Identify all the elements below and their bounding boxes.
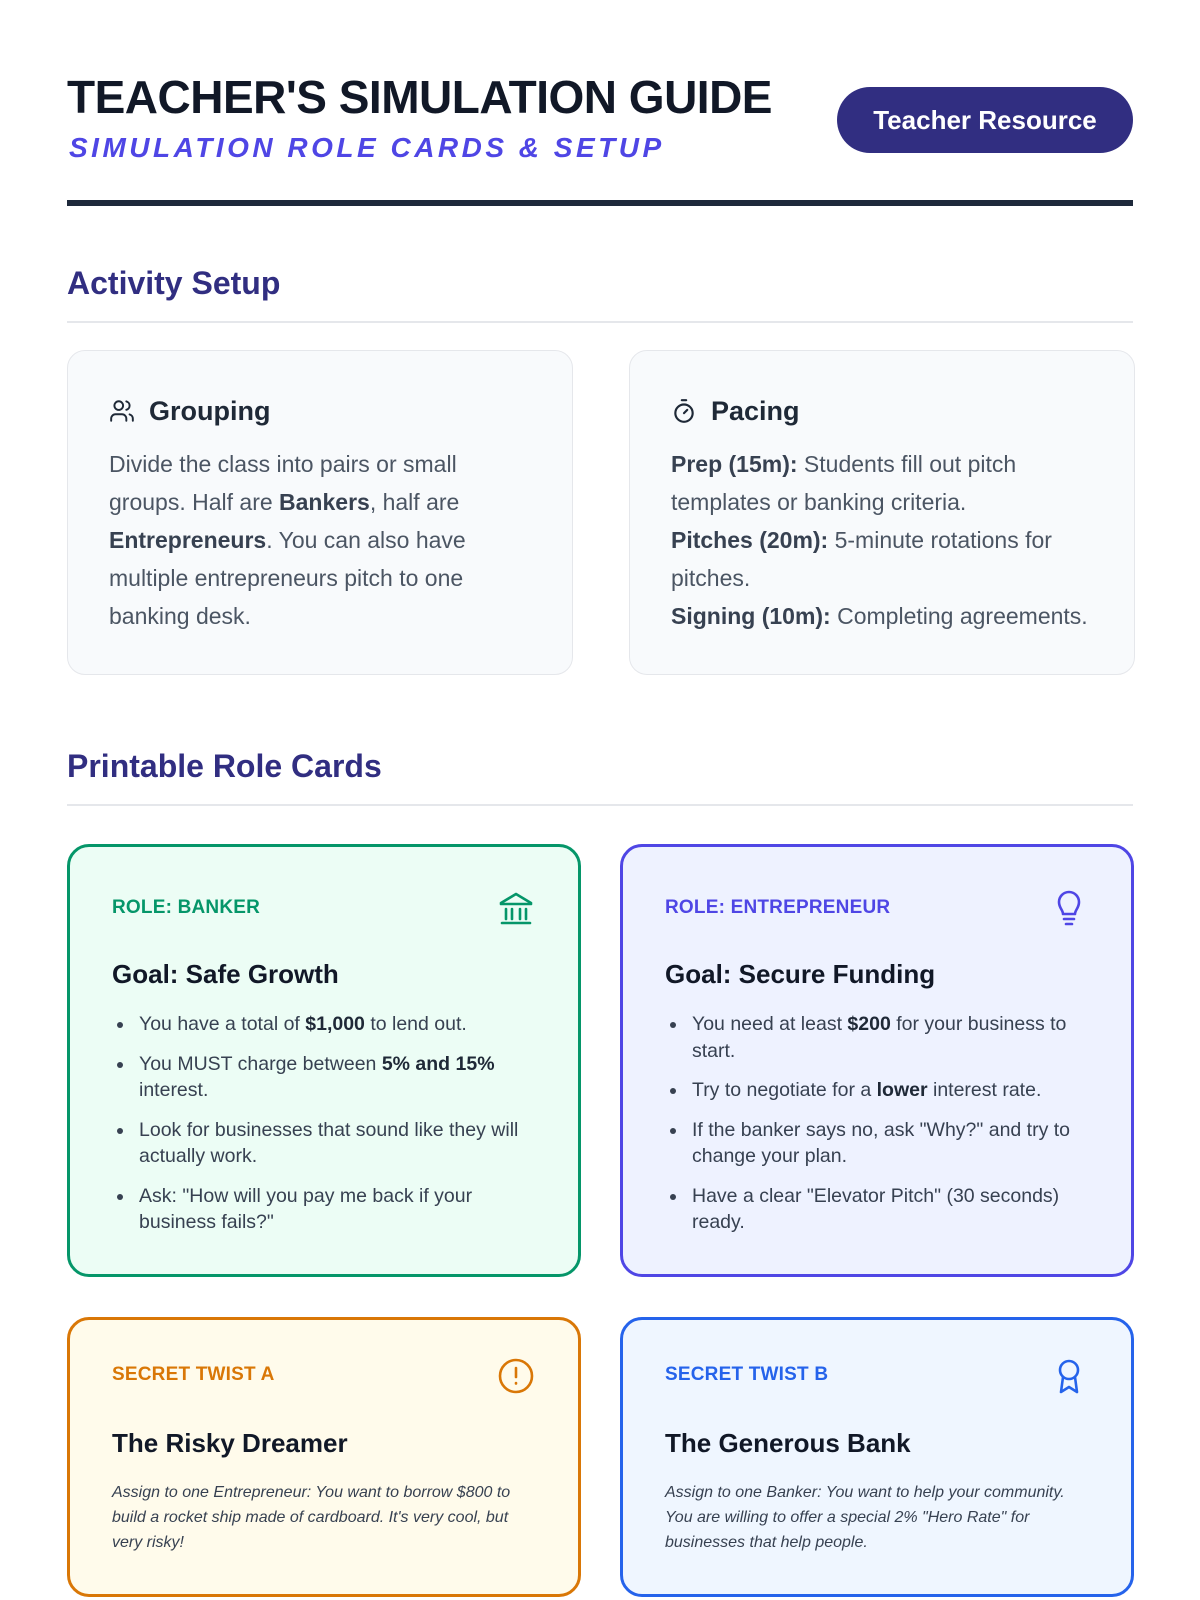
entrepreneur-rules [665,1011,1089,1249]
pacing-list [671,445,1094,635]
banker-role-label: ROLE: BANKER [112,897,261,918]
twist-b-text: Assign to one Banker: You want to help your community. You are willing to offer a special 2% "Hero Rate" for businesses that help people. [665,1484,1065,1551]
page-subtitle: SIMULATION ROLE CARDS & SETUP [69,132,665,163]
role-cards-heading: Printable Role Cards [67,748,382,784]
activity-setup-heading: Activity Setup [67,265,281,301]
pacing-item: Prep (15m): Students fill out pitch templates or banking criteria. [671,451,1017,515]
banker-rules [112,1011,536,1249]
entrepreneur-goal: Goal: Secure Funding [665,959,936,989]
pacing-item: Signing (10m): Completing agreements. [671,603,1088,629]
pacing-title: Pacing [711,395,800,426]
page-title: TEACHER'S SIMULATION GUIDE [67,71,772,123]
list-item: Have a clear "Elevator Pitch" (30 seconds) ready. [665,1183,1089,1236]
banker-role-card [67,844,581,1277]
alert-circle-icon [496,1356,536,1396]
twist-a-title: The Risky Dreamer [112,1428,348,1458]
section-divider [67,321,1133,323]
list-item: Look for businesses that sound like they will actually work. [112,1117,536,1170]
lightbulb-icon [1049,889,1089,929]
twist-a-label: SECRET TWIST A [112,1364,275,1385]
banker-goal: Goal: Safe Growth [112,959,339,989]
header-divider [67,200,1133,206]
award-icon [1049,1356,1089,1396]
twist-b-title: The Generous Bank [665,1428,911,1458]
teacher-resource-badge: Teacher Resource [837,87,1133,153]
entrepreneur-role-card [620,844,1134,1277]
twist-b-card [620,1317,1134,1597]
users-icon [109,398,135,424]
pacing-card [629,350,1135,675]
list-item: You have a total of $1,000 to lend out. [112,1011,536,1038]
twist-a-card [67,1317,581,1597]
grouping-text: Divide the class into pairs or small groups. Half are Bankers, half are Entrepreneurs. You can also have multiple entrepreneurs pitch to one banking desk. [109,451,466,629]
pacing-item: Pitches (20m): 5-minute rotations for pitches. [671,527,1052,591]
twist-b-label: SECRET TWIST B [665,1364,829,1385]
list-item: If the banker says no, ask "Why?" and try to change your plan. [665,1117,1089,1170]
list-item: You need at least $200 for your business to start. [665,1011,1089,1064]
grouping-card [67,350,573,675]
list-item: Ask: "How will you pay me back if your business fails?" [112,1183,536,1236]
page-header [67,70,1133,206]
timer-icon [671,398,697,424]
list-item: You MUST charge between 5% and 15% interest. [112,1051,536,1104]
grouping-title: Grouping [149,395,271,426]
section-divider [67,804,1133,806]
bank-icon [496,889,536,929]
twist-a-text: Assign to one Entrepreneur: You want to borrow $800 to build a rocket ship made of cardboard. It's very cool, but very risky! [112,1484,511,1551]
entrepreneur-role-label: ROLE: ENTREPRENEUR [665,897,891,918]
list-item: Try to negotiate for a lower interest rate. [665,1077,1089,1104]
